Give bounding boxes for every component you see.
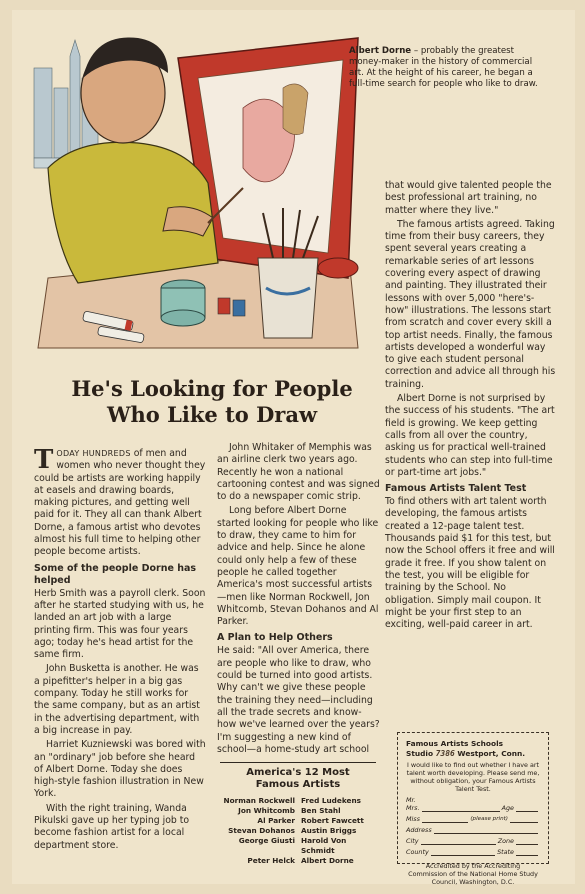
divider	[220, 762, 376, 763]
artist-name: Al Parker	[257, 816, 295, 825]
subheading-talent-test: Famous Artists Talent Test	[385, 483, 527, 495]
coupon-school-name: Famous Artists Schools	[406, 739, 504, 748]
column-3	[385, 180, 557, 633]
column-1	[34, 445, 206, 854]
name-line[interactable]	[422, 804, 500, 812]
miss-line[interactable]	[422, 815, 468, 823]
paragraph-continued: that would give talented people the best professional art training, no matter where they live."	[385, 180, 552, 216]
column-2	[217, 442, 380, 758]
artist-name: George Giusti	[238, 836, 295, 845]
paragraph-not-surprised: Albert Dorne is not surprised by the success of his students. "The art field is growing. We keep getting calls from all over the country, asking us for practical well-trained students who can step into full-time or part-time art jobs."	[385, 393, 555, 478]
city-field[interactable]	[406, 837, 540, 845]
headline-line-2: Who Like to Draw	[106, 402, 318, 427]
coupon-text: I would like to find out whether I have art talent worth developing. Please send me, without obligation, your Famous Artists Talent Test.	[406, 761, 540, 793]
artist-name: Fred Ludekens	[301, 796, 361, 805]
county-line[interactable]	[431, 848, 495, 856]
print-line[interactable]	[510, 815, 538, 823]
artist-name: Robert Fawcett	[301, 816, 364, 825]
paragraph-dorne-search: Long before Albert Dorne started looking for people who like to draw, they came to him for advice and help. Since he alone could only help a few of these people he called together America's most successful artists —men like Norman Rockwell, Jon Whitcomb, Stevan Dohanos and Al Parker.	[217, 505, 379, 628]
city-label: City	[406, 837, 419, 845]
address-label: Address	[406, 826, 432, 834]
caption-text: – probably the greatest money-maker in the history of commercial art. At the height of his career, he began a full-time search for people who like to draw.	[349, 46, 538, 89]
miss-label: Miss	[406, 815, 420, 823]
paragraph-herb-smith: Herb Smith was a payroll clerk. Soon after he started studying with us, he landed an art job with a large printing firm. This was four years ago; today he's head artist for the same firm.	[34, 587, 206, 661]
miss-field[interactable]	[406, 815, 540, 823]
famous-artists-title	[220, 767, 376, 791]
county-label: County	[406, 848, 429, 856]
paragraph-talent-test: To find others with art talent worth developing, the famous artists created a 12-page talent test. Thousands paid $1 for this test, but now the School offers it free and will grade it free. If you show talent on the test, you will be eligible for training by the School. No obligation. Simply mail coupon. It might be your first step to an exciting, well-paid career in art.	[385, 496, 555, 631]
age-label: Age	[501, 804, 514, 812]
subheading-people-helped: Some of the people Dorne has helped	[34, 562, 197, 586]
paragraph-john-busketta: John Busketta is another. He was a pipefitter's helper in a big gas company. Today he still works for the same company, but as an artist in the advertising department, with a big increase in pay.	[34, 663, 200, 736]
accreditation-note: Accredited by the Accrediting Commission of the National Home Study Council, Washington, D.C.	[408, 862, 538, 886]
zone-label: Zone	[497, 837, 514, 845]
artist-name: Ben Stahl	[301, 806, 341, 815]
mail-coupon	[397, 732, 549, 886]
artist-name: Norman Rockwell	[223, 796, 295, 805]
coupon-studio-line	[406, 749, 540, 759]
mr-label: Mr. Mrs.	[406, 796, 420, 812]
paragraph-artists-agreed: The famous artists agreed. Taking time from their busy careers, they spent several years creating a remarkable series of art lessons covering every aspect of drawing and painting. They illustrated their lessons with over 5,000 "here's-how" illustrations. The lessons start from scratch and cover every skill a top artist needs. Finally, the famous artists developed a wonderful way to give each student personal correction and advice all through his training.	[385, 218, 556, 390]
state-label: State	[497, 848, 514, 856]
state-line[interactable]	[516, 848, 538, 856]
artist-name: Stevan Dohanos	[228, 826, 295, 835]
caption-name: Albert Dorne	[349, 46, 412, 56]
famous-title-line-2: Famous Artists	[255, 779, 341, 790]
intro-text: of men and women who never thought they could be artists are working happily at easels and drawing boards, making pictures, and getting well paid for it. They all can thank Albert Dorne, a famous artist who devotes almost his full time to helping other people become artists.	[34, 448, 206, 558]
coupon-studio-label: Studio	[406, 748, 436, 758]
famous-title-line-1: America's 12 Most	[246, 767, 350, 778]
paragraph-john-whitaker: John Whitaker of Memphis was an airline clerk two years ago. Recently he won a national cartooning contest and was signed to do a newspaper comic strip.	[217, 442, 380, 503]
illustration-caption	[349, 46, 549, 90]
address-line[interactable]	[434, 826, 538, 834]
city-line[interactable]	[421, 837, 496, 845]
subheading-plan: A Plan to Help Others	[217, 632, 333, 644]
print-note: (please print)	[470, 816, 508, 822]
intro-lead: ODAY HUNDREDS	[56, 449, 131, 458]
paragraph-harriet: Harriet Kuzniewski was bored with an "ordinary" job before she heard of Albert Dorne. Today she does high-style fashion illustration in New York.	[34, 739, 206, 800]
famous-artists-list	[220, 762, 376, 866]
artist-name: Albert Dorne	[301, 856, 354, 865]
artist-illustration	[28, 18, 368, 358]
coupon-location: Westport, Conn.	[454, 748, 526, 758]
paragraph-plan: He said: "All over America, there are people who like to draw, who could be turned into good artists. Why can't we give these people the training they need—including all the trade secrets and know-how we've learned over the years? I'm suggesting a new kind of school—a home-study art school	[217, 645, 380, 755]
intro-paragraph	[34, 445, 206, 559]
artist-name: Austin Briggs	[301, 826, 357, 835]
artist-names	[220, 796, 376, 866]
artist-name: Harold Von Schmidt	[301, 836, 347, 855]
drop-cap: T	[34, 445, 54, 475]
coupon-studio-number: 7386	[435, 748, 455, 758]
paragraph-wanda: With the right training, Wanda Pikulski gave up her typing job to become fashion artist for a local department store.	[34, 802, 190, 851]
name-field[interactable]	[406, 796, 540, 812]
headline-line-1: He's Looking for People	[71, 376, 353, 401]
artist-name: Peter Helck	[247, 856, 295, 865]
address-field[interactable]	[406, 826, 540, 834]
page-title	[40, 376, 384, 428]
zone-line[interactable]	[516, 837, 538, 845]
county-field[interactable]	[406, 848, 540, 856]
artist-name: Jon Whitcomb	[238, 806, 295, 815]
age-line[interactable]	[516, 804, 538, 812]
coupon-title	[406, 739, 540, 749]
